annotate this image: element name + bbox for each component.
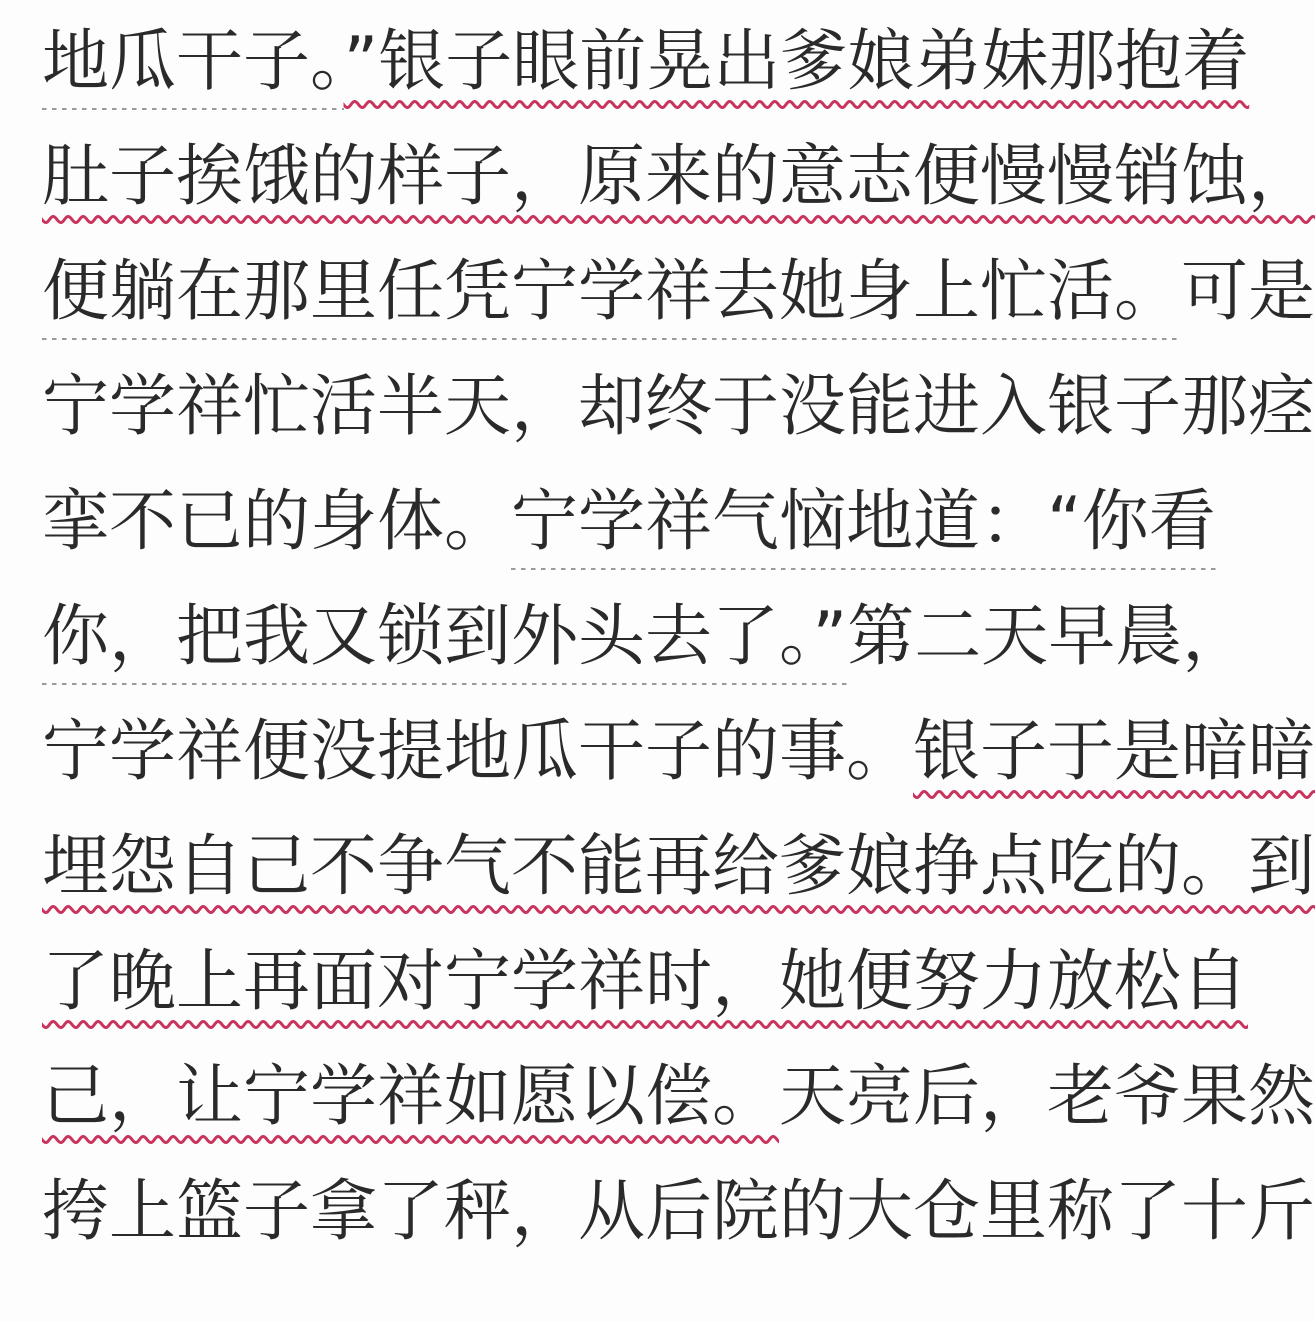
dotted-underline-segment: 便躺在那里任凭宁学祥去她身上忙活。 [42, 252, 1181, 340]
wavy-underline-segment: 己，让宁学祥如愿以偿。 [42, 1057, 779, 1135]
text-line-11 [42, 1154, 1315, 1269]
plain-text-segment: 天亮后，老爷果然 [779, 1057, 1315, 1135]
dotted-underline-segment: 宁学祥气恼地道：“你看 [511, 482, 1216, 570]
text-line-2 [42, 119, 1315, 234]
plain-text-segment: 宁学祥便没提地瓜干子的事。 [42, 712, 913, 790]
wavy-underline-segment: 埋怨自己不争气不能再给爹娘挣点吃的。到 [42, 827, 1315, 905]
dotted-underline-segment: 你，把我又锁到外头去了。” [42, 597, 847, 685]
wavy-underline-segment: 肚子挨饿的样子，原来的意志便慢慢销蚀， [42, 137, 1315, 215]
dotted-underline-segment: 地瓜干子。 [42, 22, 344, 110]
text-line-4 [42, 349, 1315, 464]
text-line-5 [42, 464, 1216, 579]
bottom-fade-edge [0, 1296, 1246, 1322]
text-line-9 [42, 924, 1248, 1039]
plain-text-segment: 挎上篮子拿了秤，从后院的大仓里称了十斤 [42, 1172, 1315, 1250]
text-line-8 [42, 809, 1315, 924]
plain-text-segment: 宁学祥忙活半天，却终于没能进入银子那痉 [42, 367, 1315, 445]
wavy-underline-segment: 了晚上再面对宁学祥时，她便努力放松自 [42, 942, 1248, 1020]
text-line-7 [42, 694, 1315, 809]
plain-text-segment: 可是 [1181, 252, 1315, 330]
text-line-6 [42, 579, 1250, 694]
plain-text-segment: 挛不已的身体。 [42, 482, 511, 560]
wavy-underline-segment: ”银子眼前晃出爹娘弟妹那抱着 [343, 22, 1250, 100]
text-line-1 [42, 4, 1250, 119]
text-line-3 [42, 234, 1315, 349]
text-line-10 [42, 1039, 1315, 1154]
plain-text-segment: 第二天早晨， [847, 597, 1250, 675]
wavy-underline-segment: 银子于是暗暗 [913, 712, 1315, 790]
